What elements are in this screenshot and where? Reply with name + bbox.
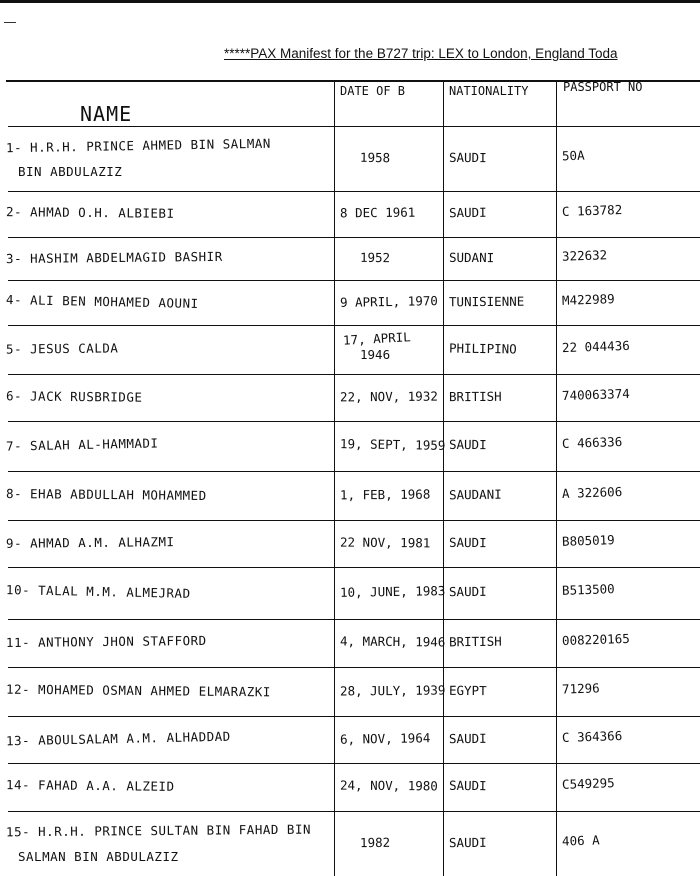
passport-number: 22 044436 (561, 337, 630, 355)
column-divider (443, 80, 444, 876)
passport-number: 406 A (561, 831, 600, 849)
passport-number: C 364366 (561, 727, 623, 745)
passenger-name: 10- TALAL M.M. ALMEJRAD (5, 582, 191, 601)
passport-number: C 466336 (561, 433, 623, 452)
date-of-birth: 10, JUNE, 1983 (339, 583, 446, 600)
header-passport-no: PASSPORT NO (563, 80, 643, 94)
date-of-birth-continued: 1946 (360, 347, 391, 362)
row-divider (8, 280, 700, 281)
row-divider (8, 567, 700, 568)
passenger-name: 7- SALAH AL-HAMMADI (5, 435, 159, 454)
passport-number: 50A (561, 147, 585, 163)
row-divider (8, 619, 700, 620)
row-divider (8, 325, 700, 326)
passenger-name-continued: SALMAN BIN ABDULAZIZ (18, 849, 179, 864)
top-border-rule (0, 0, 700, 3)
row-divider (8, 421, 700, 422)
date-of-birth: 1982 (359, 834, 391, 850)
date-of-birth: 19, SEPT, 1959 (339, 436, 446, 453)
nationality: SAUDI (448, 834, 487, 850)
passenger-name-continued: BIN ABDULAZIZ (18, 164, 123, 179)
passenger-name: 2- AHMAD O.H. ALBIEBI (5, 204, 175, 221)
passenger-name: 13- ABOULSALAM A.M. ALHADDAD (5, 728, 231, 748)
passport-number: C549295 (561, 775, 615, 792)
nationality: SAUDI (448, 583, 487, 600)
nationality: SAUDI (448, 149, 487, 165)
passenger-name: 8- EHAB ABDULLAH MOHAMMED (5, 485, 207, 503)
row-divider (8, 763, 700, 764)
date-of-birth: 1, FEB, 1968 (339, 486, 431, 502)
passenger-name: 1- H.R.H. PRINCE AHMED BIN SALMAN (5, 135, 271, 156)
row-divider (8, 716, 700, 717)
document-title: *****PAX Manifest for the B727 trip: LEX to London, England Toda (224, 46, 618, 61)
nationality: BRITISH (448, 388, 502, 404)
passport-number: 008220165 (561, 630, 630, 649)
nationality: SAUDI (448, 534, 487, 550)
nationality: TUNISIENNE (448, 293, 525, 309)
passport-number: B805019 (561, 531, 615, 549)
nationality: SAUDI (448, 730, 487, 746)
header-nationality: NATIONALITY (449, 84, 529, 98)
date-of-birth: 22 NOV, 1981 (339, 534, 431, 550)
date-of-birth: 24, NOV, 1980 (339, 777, 438, 794)
date-of-birth: 8 DEC 1961 (339, 204, 416, 221)
passport-number: 740063374 (561, 385, 630, 403)
nationality: SAUDI (448, 777, 487, 794)
passenger-name: 14- FAHAD A.A. ALZEID (5, 777, 175, 794)
date-of-birth: 17, APRIL (342, 329, 412, 348)
passenger-name: 5- JESUS CALDA (5, 339, 119, 357)
row-divider (8, 811, 700, 812)
margin-tick-mark (4, 22, 16, 23)
nationality: SAUDANI (448, 486, 502, 502)
passenger-name: 6- JACK RUSBRIDGE (5, 387, 143, 405)
row-divider (8, 237, 700, 238)
passenger-name: 12- MOHAMED OSMAN AHMED ELMARAZKI (5, 681, 271, 699)
date-of-birth: 22, NOV, 1932 (339, 388, 438, 404)
passenger-name: 3- HASHIM ABDELMAGID BASHIR (5, 248, 223, 266)
row-divider (8, 374, 700, 375)
passenger-name: 9- AHMAD A.M. ALHAZMI (5, 533, 175, 551)
passenger-name: 4- ALI BEN MOHAMED AOUNI (5, 291, 199, 311)
header-date-of-birth: DATE OF B (340, 84, 406, 98)
date-of-birth: 9 APRIL, 1970 (339, 292, 438, 310)
passport-number: 322632 (561, 246, 608, 264)
nationality: BRITISH (448, 633, 502, 650)
manifest-table (0, 76, 700, 876)
row-divider (8, 191, 700, 192)
date-of-birth: 4, MARCH, 1946 (339, 633, 446, 650)
nationality: SUDANI (448, 249, 495, 265)
date-of-birth: 1958 (359, 149, 391, 165)
column-divider (334, 80, 335, 876)
nationality: SAUDI (448, 204, 487, 221)
row-divider (8, 667, 700, 668)
passport-number: C 163782 (561, 201, 623, 220)
passenger-name: 15- H.R.H. PRINCE SULTAN BIN FAHAD BIN (5, 821, 312, 840)
nationality: SAUDI (448, 436, 487, 453)
column-divider (556, 80, 557, 876)
row-divider (8, 520, 700, 521)
row-divider (8, 471, 700, 472)
passport-number: 71296 (561, 679, 600, 697)
passport-number: M422989 (561, 290, 615, 308)
date-of-birth: 28, JULY, 1939 (339, 682, 446, 698)
passport-number: A 322606 (561, 483, 623, 501)
nationality: PHILIPINO (448, 340, 517, 356)
date-of-birth: 6, NOV, 1964 (339, 729, 431, 747)
date-of-birth: 1952 (359, 249, 391, 265)
passport-number: B513500 (561, 581, 615, 598)
header-name: NAME (80, 102, 133, 126)
nationality: EGYPT (448, 682, 487, 698)
passenger-name: 11- ANTHONY JHON STAFFORD (5, 632, 207, 651)
row-divider (8, 126, 700, 127)
